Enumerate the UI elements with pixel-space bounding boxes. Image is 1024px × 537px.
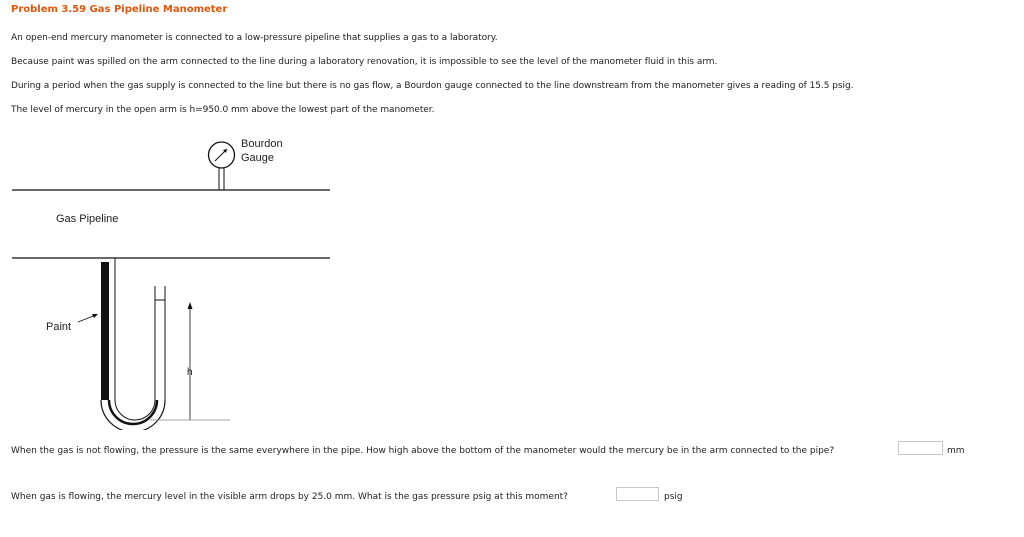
answer-input-psig[interactable] xyxy=(616,487,659,501)
problem-paragraph: An open-end mercury manometer is connected to a low-pressure pipeline that supplies a gas to a laboratory. xyxy=(11,33,498,43)
paint-label: Paint xyxy=(46,321,72,333)
bourdon-gauge-label xyxy=(241,137,283,165)
unit-mm: mm xyxy=(947,446,965,456)
problem-title: Problem 3.59 Gas Pipeline Manometer xyxy=(11,4,228,15)
mercury-column xyxy=(156,300,164,400)
bourdon-label-line1: Bourdon xyxy=(241,138,283,150)
h-label: h xyxy=(187,367,193,378)
answer-input-mm[interactable] xyxy=(898,441,943,455)
bourdon-label-line2: Gauge xyxy=(241,152,275,164)
gas-pipeline-label: Gas Pipeline xyxy=(56,213,119,225)
problem-paragraph: During a period when the gas supply is connected to the line but there is no gas flow, a Bourdon gauge connected to the line downstream from the manometer gives a reading of 15.5 psig. xyxy=(11,81,854,91)
question-2-text: When gas is flowing, the mercury level in the visible arm drops by 25.0 mm. What is the gas pressure psig at this moment? xyxy=(11,492,568,502)
problem-paragraph: Because paint was spilled on the arm connected to the line during a laboratory renovation, it is impossible to see the level of the manometer fluid in this arm. xyxy=(11,57,718,67)
problem-paragraph: The level of mercury in the open arm is h=950.0 mm above the lowest part of the manometer. xyxy=(11,105,435,115)
manometer-diagram xyxy=(0,130,340,430)
painted-arm xyxy=(101,262,109,400)
unit-psig: psig xyxy=(664,492,683,502)
question-1-text: When the gas is not flowing, the pressure is the same everywhere in the pipe. How high above the bottom of the manometer would the mercury be in the arm connected to the pipe? xyxy=(11,446,835,456)
